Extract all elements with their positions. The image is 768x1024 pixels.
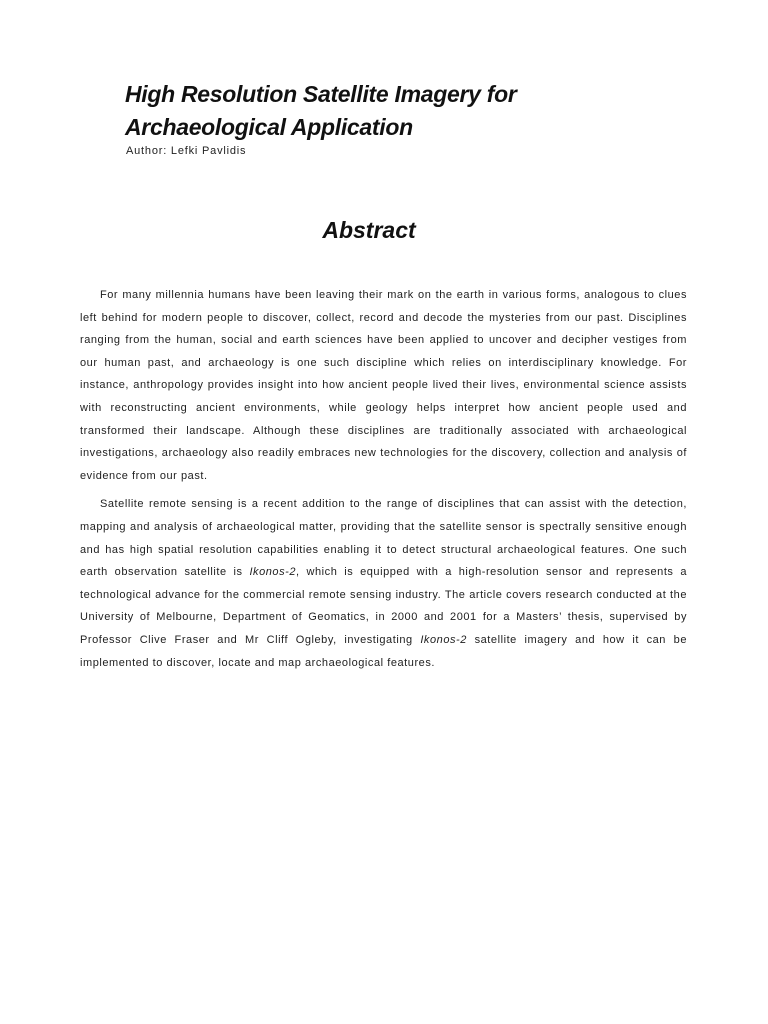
title-line-2: Archaeological Application [125, 114, 413, 140]
satellite-name-1: Ikonos-2 [249, 566, 297, 579]
author-line: Author: Lefki Pavlidis [126, 145, 247, 157]
satellite-name-2: Ikonos-2 [420, 633, 467, 646]
title-line-1: High Resolution Satellite Imagery for [125, 81, 517, 107]
paragraph-2-text-1: Satellite remote sensing is a recent addition to the range of disciplines that can assist with the detection, mapping and analysis of archaeological matter, providing that the satellite sensor is spectrally sensitive enough and has high spatial resolution capabilities enabling it to detect structural archaeological features. One such earth observation satellite is [80, 498, 687, 579]
paragraph-2-text-3: satellite imagery and how it can be implemented to discover, locate and map archaeological features. [80, 633, 687, 669]
abstract-body [80, 284, 687, 680]
abstract-paragraph-1: For many millennia humans have been leaving their mark on the earth in various forms, analogous to clues left behind for modern people to discover, collect, record and decode the mysteries from our past. Disciplines ranging from the human, social and earth sciences have been applied to uncover and decipher vestiges from our human past, and archaeology is one such discipline which relies on interdisciplinary knowledge. For instance, anthropology provides insight into how ancient people lived their lives, environmental science assists with reconstructing ancient environments, while geology helps interpret how ancient people used and transformed their landscape. Although these disciplines are traditionally associated with archaeological investigations, archaeology also readily embraces new technologies for the discovery, collection and analysis of evidence from our past. [80, 289, 687, 482]
document-title [125, 78, 645, 144]
paragraph-2-text-2: , which is equipped with a high-resolution sensor and represents a technological advance for the commercial remote sensing industry. The article covers research conducted at the University of Melbourne, Department of Geomatics, in 2000 and 2001 for a Masters’ thesis, supervised by Professor Clive Fraser and Mr Cliff Ogleby, investigating [80, 566, 687, 646]
abstract-heading: Abstract [322, 217, 416, 243]
abstract-paragraph-2 [80, 493, 687, 674]
